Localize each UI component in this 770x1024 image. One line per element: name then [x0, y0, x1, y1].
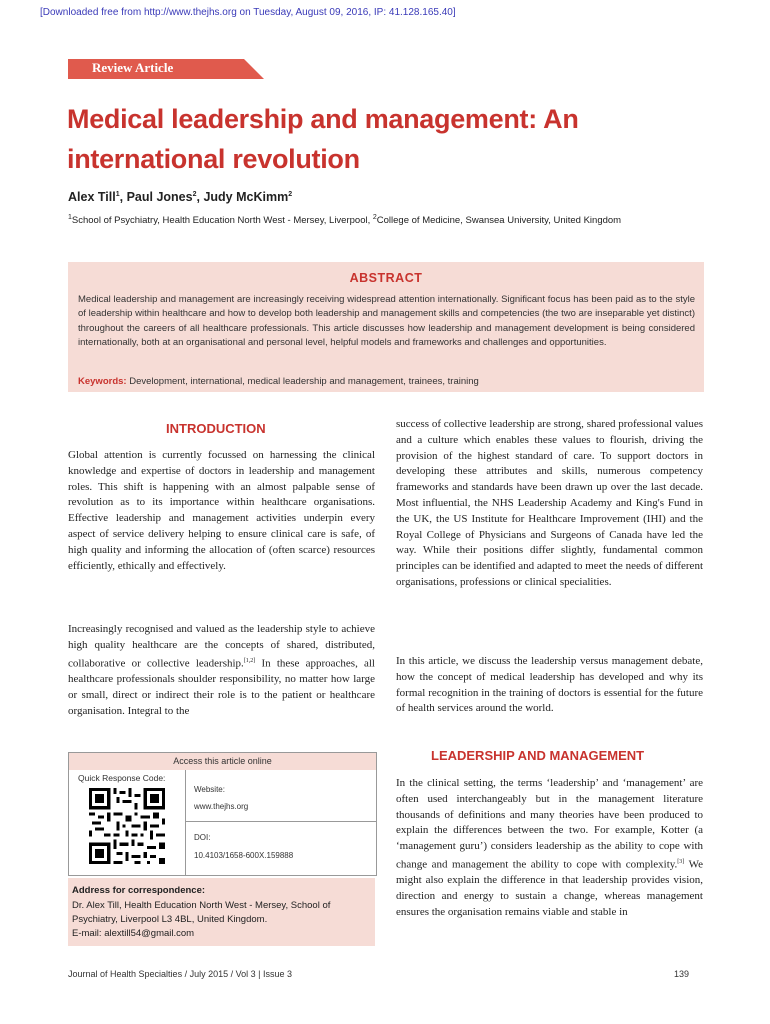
abstract-text: Medical leadership and management are increasingly receiving widespread attention internationally. Significant focus has been paid as to the style of leadership within healthcare and how to develop both leadership and management skills and competencies (the two are inseparable yet distinct) throughout the careers of all healthcare professionals. This article discusses how leadership and management development is being considered internationally, both at an organisational and personal level, helpful models and frameworks and challenges and opportunities. — [78, 294, 695, 348]
leadership-heading: LEADERSHIP AND MANAGEMENT — [431, 748, 645, 763]
doi-label: DOI: — [194, 833, 211, 842]
website-link[interactable]: www.thejhs.org — [194, 802, 249, 811]
website-label: Website: — [194, 785, 225, 794]
intro-paragraph-1: Global attention is currently focussed on harnessing the clinical knowledge and expertise of doctors in leadership and management roles. This shift is happening with an almost palpable sense of revolution as to its importance within healthcare organisations. Effective leadership and management activities underpin every aspect of service delivery helping to ensure clinical care is safe, of high quality and informing the allocation of (often scarce) resources efficiently, ethically and effectively. — [68, 449, 375, 572]
right-paragraph-2: In this article, we discuss the leadership versus management debate, how the concept of medical leadership has developed and why its formal recognition in the training of doctors is essential for the future of health services around the world. — [396, 655, 703, 715]
author-name: Judy McKimm — [203, 190, 289, 204]
keywords-text: Development, international, medical leadership and management, trainees, training — [129, 376, 479, 387]
correspondence-email[interactable]: E-mail: alextill54@gmail.com — [72, 928, 195, 939]
intro-paragraph-2: Increasingly recognised and valued as the leadership style to achieve high quality healthcare are the concepts of shared, distributed, collaborative or collective leadership.[1,2] In these approaches, all healthcare professionals shoulder responsibility, no matter how large or small, direct or indirect their role is to the patient or healthcare organisation. Integral to the — [68, 623, 375, 717]
correspondence-line: Psychiatry, Liverpool L3 4BL, United Kingdom. — [72, 914, 268, 925]
citation[interactable]: [3] — [677, 858, 685, 865]
qr-code-icon[interactable] — [89, 788, 165, 864]
doi-link[interactable]: 10.4103/1658-600X.159888 — [194, 851, 294, 860]
abstract-heading: ABSTRACT — [349, 271, 423, 285]
correspondence-box — [68, 878, 375, 946]
right-paragraph-3: In the clinical setting, the terms ‘leadership’ and ‘management’ are often used interchangeably but in the management literature thousands of definitions and many theories have been produced to explain the differences between the two. For example, Kotter (a ‘management guru’) considers leadership as the ability to cope with change and management the ability to cope with complexity.[3] We might also explain the difference in that leadership provides vision, direction and energy to sustain a change, whereas management ensures the organisation remains viable and stable in — [396, 777, 703, 919]
abstract-box — [68, 262, 704, 392]
download-notice: [Downloaded free from http://www.thejhs.org on Tuesday, August 09, 2016, IP: 41.128.165.40] — [40, 7, 456, 18]
keywords — [78, 376, 695, 387]
page-number: 139 — [674, 969, 690, 979]
author-name: Alex Till — [68, 190, 116, 204]
author-name: Paul Jones — [126, 190, 193, 204]
correspondence-heading: Address for correspondence: — [72, 885, 206, 896]
article-title: Medical leadership and management: An international revolution — [67, 104, 579, 174]
introduction-heading: INTRODUCTION — [166, 421, 266, 436]
correspondence-line: Dr. Alex Till, Health Education North West - Mersey, School of — [72, 900, 331, 911]
article-type-label: Review Article — [92, 60, 174, 75]
box-divider — [185, 821, 376, 822]
author-list: Alex Till$^1$, Paul Jones$^2$, Judy McKimm$^2$ — [68, 190, 293, 204]
affiliations: $^1$School of Psychiatry, Health Education North West - Mersey, Liverpool, $^2$College of Medicine, Swansea University, United Kingdom — [68, 214, 622, 227]
right-paragraph-1: success of collective leadership are strong, shared professional values and a culture which enables these values to flourish, driving the provision of the highest standard of care. To support doctors in developing these attributes and skills, numerous competency frameworks and standards have been drawn up over the last decade. Most influential, the NHS Leadership Academy and King's Fund in the UK, the US Institute for Healthcare Improvement (IHI) and the Royal College of Physicians and Surgeons of Canada have led the way. While their positions differ slightly, fundamental common principles can be identified and adapted to meet the needs of different organisations, professions or clinical specialities. — [396, 418, 703, 588]
box-divider — [185, 770, 186, 875]
journal-footer: Journal of Health Specialties / July 2015 / Vol 3 | Issue 3 — [68, 969, 292, 979]
qr-label: Quick Response Code: — [78, 773, 166, 783]
access-heading: Access this article online — [69, 753, 376, 770]
access-online-box — [68, 752, 377, 876]
keywords-label: Keywords: — [78, 376, 127, 387]
citation[interactable]: [1,2] — [243, 657, 256, 664]
